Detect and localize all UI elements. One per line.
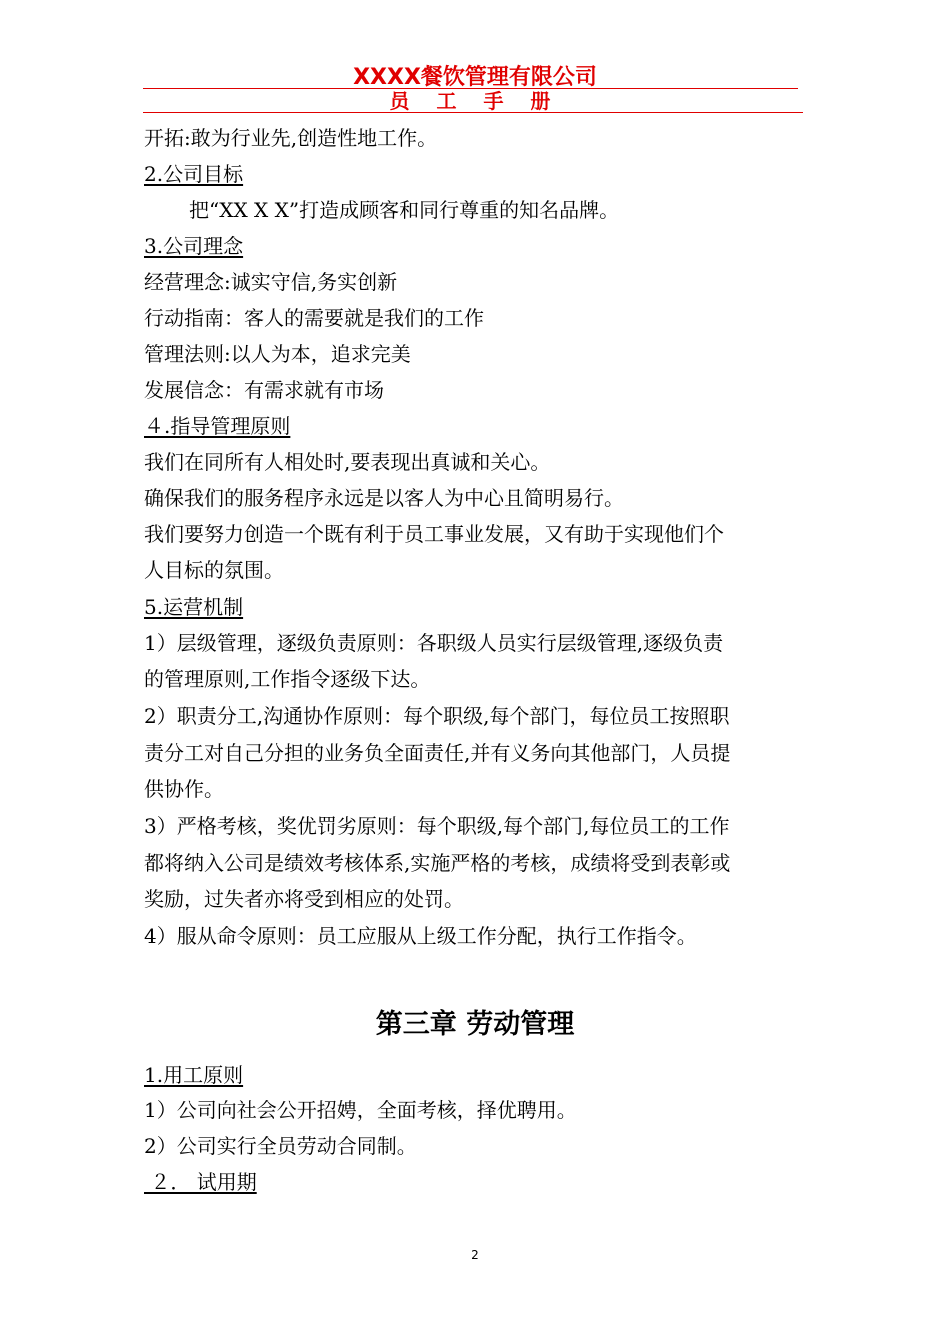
header-company-name: XXXX餐饮管理有限公司 bbox=[353, 65, 597, 90]
body-text-line: 1）公司向社会公开招娉，全面考核，择优聘用。 bbox=[144, 1098, 577, 1122]
body-text-line: 开拓:敢为行业先,创造性地工作。 bbox=[144, 126, 438, 150]
body-text-line: 我们要努力创造一个既有利于员工事业发展，又有助于实现他们个 bbox=[144, 522, 724, 546]
body-text-line: 我们在同所有人相处时,要表现出真诚和关心。 bbox=[144, 450, 551, 474]
body-text-line: 都将纳入公司是绩效考核体系,实施严格的考核，成绩将受到表彰或 bbox=[144, 851, 731, 875]
body-text-line: 发展信念：有需求就有市场 bbox=[144, 378, 384, 402]
chapter-title: 第三章 劳动管理 bbox=[375, 1009, 575, 1040]
section-heading-goal: 2.公司目标 bbox=[144, 162, 244, 186]
header-rule-bottom bbox=[143, 112, 803, 113]
body-text-line: 2）公司实行全员劳动合同制。 bbox=[144, 1134, 417, 1158]
header-manual-title: 员 工 手 册 bbox=[389, 89, 561, 113]
body-text-line: 2）职责分工,沟通协作原则：每个职级,每个部门，每位员工按照职 bbox=[144, 704, 730, 728]
section-heading-employment: 1.用工原则 bbox=[144, 1063, 244, 1087]
section-heading-probation: ２． 试用期 bbox=[144, 1170, 257, 1194]
body-text-line: 人目标的氛围。 bbox=[144, 558, 284, 582]
body-text-line: 供协作。 bbox=[144, 777, 224, 801]
body-text-line: 的管理原则,工作指令逐级下达。 bbox=[144, 667, 431, 691]
section-heading-philosophy: 3.公司理念 bbox=[144, 234, 244, 258]
body-text-line: 4）服从命令原则：员工应服从上级工作分配，执行工作指令。 bbox=[144, 924, 697, 948]
body-text-line: 奖励，过失者亦将受到相应的处罚。 bbox=[144, 887, 464, 911]
body-text-line: 经营理念:诚实守信,务实创新 bbox=[144, 270, 398, 294]
body-text-line: 把“XX X X”打造成顾客和同行尊重的知名品牌。 bbox=[189, 198, 620, 222]
section-heading-operations: 5.运营机制 bbox=[144, 595, 244, 619]
body-text-line: 1）层级管理，逐级负责原则：各职级人员实行层级管理,逐级负责 bbox=[144, 631, 724, 655]
body-text-line: 责分工对自己分担的业务负全面责任,并有义务向其他部门，人员提 bbox=[144, 741, 731, 765]
page-number: 2 bbox=[471, 1248, 479, 1262]
body-text-line: 行动指南：客人的需要就是我们的工作 bbox=[144, 306, 484, 330]
section-heading-principles: ４.指导管理原则 bbox=[144, 414, 291, 438]
body-text-line: 管理法则:以人为本，追求完美 bbox=[144, 342, 411, 366]
body-text-line: 3）严格考核，奖优罚劣原则：每个职级,每个部门,每位员工的工作 bbox=[144, 814, 730, 838]
body-text-line: 确保我们的服务程序永远是以客人为中心且简明易行。 bbox=[144, 486, 624, 510]
